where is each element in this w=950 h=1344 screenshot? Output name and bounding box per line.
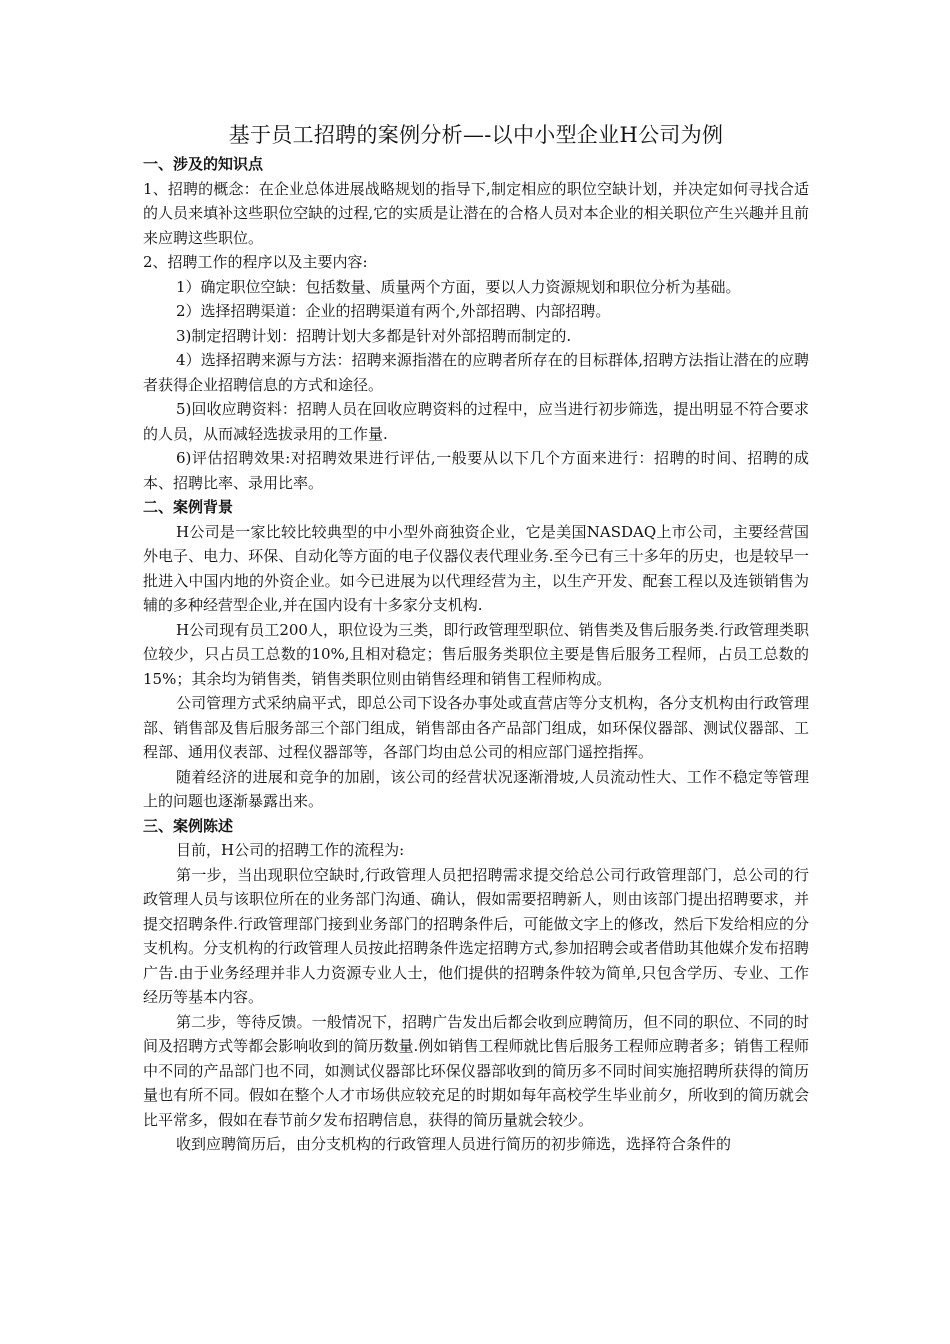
paragraph-recruitment-procedure: 2、招聘工作的程序以及主要内容:: [143, 253, 368, 271]
section-heading-knowledge-points: 一、涉及的知识点: [143, 155, 264, 173]
section-heading-case-statement: 三、案例陈述: [143, 816, 234, 835]
paragraph-resume-screening: 收到应聘简历后，由分支机构的行政管理人员进行简历的初步筛选，选择符合条件的: [176, 1135, 732, 1153]
document-title: 基于员工招聘的案例分析—-以中小型企业H公司为例: [228, 123, 724, 147]
list-item-step-4: 4）选择招聘来源与方法：招聘来源指潜在的应聘者所存在的目标群体,招聘方法指让潜在的应聘者获得企业招聘信息的方式和途径。: [143, 351, 809, 394]
paragraph-step-two: 第二步，等待反馈。一般情况下，招聘广告发出后都会收到应聘简历，但不同的职位、不同的时间及招聘方式等都会影响收到的简历数量.例如销售工程师就比售后服务工程师应聘者多；销售工程师中不同的产品部门也不同，如测试仪器部比环保仪器部收到的简历多不同时间实施招聘所获得的简历量也有所不同。假如在整个人才市场供应较充足的时期如每年高校学生毕业前夕，所收到的简历就会比平常多，假如在春节前夕发布招聘信息，获得的简历量就会较少。: [143, 1012, 809, 1129]
list-item-step-5: 5)回收应聘资料：招聘人员在回收应聘资料的过程中，应当进行初步筛选，提出明显不符合要求的人员，从而减轻选拔录用的工作量.: [143, 400, 809, 443]
paragraph-process-intro: 目前，H公司的招聘工作的流程为:: [176, 841, 405, 859]
paragraph-step-one: 第一步，当出现职位空缺时,行政管理人员把招聘需求提交给总公司行政管理部门，总公司的行政管理人员与该职位所在的业务部门沟通、确认，假如需要招聘新人，则由该部门提出招聘要求，并提交招聘条件.行政管理部门接到业务部门的招聘条件后，可能做文字上的修改，然后下发给相应的分支机构。分支机构的行政管理人员按此招聘条件选定招聘方式,参加招聘会或者借助其他媒介发布招聘广告.由于业务经理并非人力资源专业人士，他们提供的招聘条件较为简单,只包含学历、专业、工作经历等基本内容。: [143, 865, 809, 1006]
paragraph-staff-structure: H公司现有员工200人，职位设为三类，即行政管理型职位、销售类及售后服务类.行政管理类职位较少，只占员工总数的10%,且相对稳定；售后服务类职位主要是售后服务工程师，占员工总数的15%；其余均为销售类，销售类职位则由销售经理和销售工程师构成。: [143, 620, 809, 688]
paragraph-recruitment-concept: 1、招聘的概念：在企业总体进展战略规划的指导下,制定相应的职位空缺计划，并决定如何寻找合适的人员来填补这些职位空缺的过程,它的实质是让潜在的合格人员对本企业的相关职位产生兴趣并且前来应聘这些职位。: [143, 179, 809, 247]
list-item-step-6: 6)评估招聘效果:对招聘效果进行评估,一般要从以下几个方面来进行：招聘的时间、招聘的成本、招聘比率、录用比率。: [143, 449, 809, 492]
list-item-step-3: 3)制定招聘计划：招聘计划大多都是针对外部招聘而制定的.: [176, 326, 572, 345]
paragraph-business-decline: 随着经济的进展和竞争的加剧，该公司的经营状况逐渐滑坡,人员流动性大、工作不稳定等管理上的问题也逐渐暴露出来。: [143, 767, 809, 810]
paragraph-company-intro: H公司是一家比较比较典型的中小型外商独资企业，它是美国NASDAQ上市公司，主要经营国外电子、电力、环保、自动化等方面的电子仪器仪表代理业务.至今已有三十多年的历史，也是较早一批进入中国内地的外资企业。如今已进展为以代理经营为主，以生产开发、配套工程以及连锁销售为辅的多种经营型企业,并在国内设有十多家分支机构.: [143, 522, 809, 614]
section-heading-case-background: 二、案例背景: [143, 498, 234, 516]
paragraph-management-style: 公司管理方式采纳扁平式，即总公司下设各办事处或直营店等分支机构，各分支机构由行政管理部、销售部及售后服务部三个部门组成，销售部由各产品部门组成，如环保仪器部、测试仪器部、工程部、通用仪表部、过程仪器部等，各部门均由总公司的相应部门遥控指挥。: [143, 694, 809, 761]
list-item-step-2: 2）选择招聘渠道：企业的招聘渠道有两个,外部招聘、内部招聘。: [176, 302, 611, 320]
list-item-step-1: 1）确定职位空缺：包括数量、质量两个方面，要以人力资源规划和职位分析为基础。: [176, 277, 741, 296]
document-page: [143, 120, 809, 1157]
